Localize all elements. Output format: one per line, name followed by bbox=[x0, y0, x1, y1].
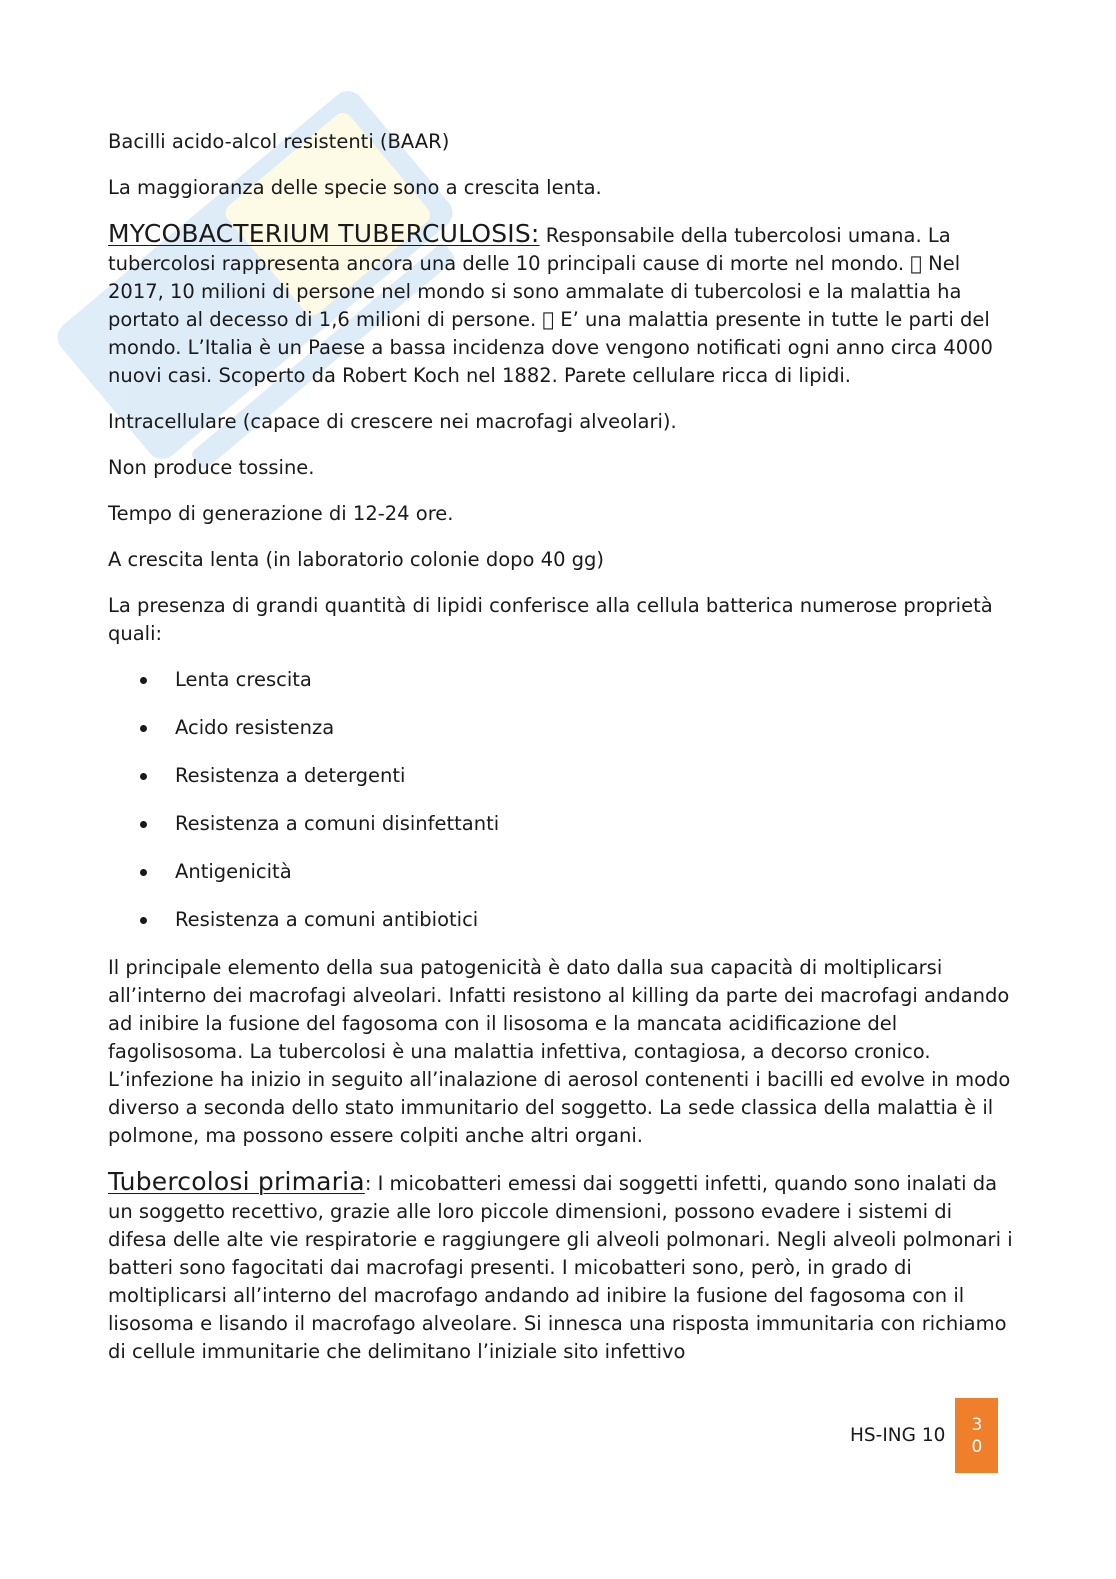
list-item: Resistenza a detergenti bbox=[108, 762, 1013, 792]
paragraph-slow-growth: La maggioranza delle specie sono a crescita lenta. bbox=[108, 176, 602, 199]
bullet-icon bbox=[140, 917, 147, 924]
properties-list bbox=[108, 666, 1013, 936]
section-heading-mycobacterium: MYCOBACTERIUM TUBERCULOSIS: bbox=[108, 219, 540, 248]
page-number-digit: 3 bbox=[971, 1414, 983, 1435]
list-item: Acido resistenza bbox=[108, 714, 1013, 744]
bullet-icon bbox=[140, 725, 147, 732]
document-body bbox=[108, 128, 1013, 1384]
paragraph-mycobacterium-body: Responsabile della tubercolosi umana. La tubercolosi rappresenta ancora una delle 10 principali cause di morte nel mondo. Nel 2017, 10 milioni di persone nel mondo si sono ammalate di tubercolosi e la malattia ha portato al decesso di 1,6 milioni di persone. E’ una malattia presente in tutte le parti del mondo. L’Italia è un Paese a bassa incidenza dove vengono notificati ogni anno circa 4000 nuovi casi. Scoperto da Robert Koch nel 1882. Parete cellulare ricca di lipidi. bbox=[108, 224, 1005, 387]
page-number-digit: 0 bbox=[971, 1436, 983, 1457]
paragraph-intracellular: Intracellulare (capace di crescere nei macrofagi alveolari). bbox=[108, 410, 677, 433]
paragraph-baar: Bacilli acido-alcol resistenti (BAAR) bbox=[108, 130, 450, 153]
bullet-icon bbox=[140, 773, 147, 780]
paragraph-generation-time: Tempo di generazione di 12-24 ore. bbox=[108, 502, 454, 525]
footer-label: HS-ING 10 bbox=[850, 1425, 946, 1446]
paragraph-no-toxins: Non produce tossine. bbox=[108, 456, 315, 479]
list-item: Lenta crescita bbox=[108, 666, 1013, 696]
paragraph-primary-tuberculosis-body: : I micobatteri emessi dai soggetti infetti, quando sono inalati da un soggetto recettivo, grazie alle loro piccole dimensioni, possono evadere i sistemi di difesa delle alte vie respiratorie e raggiungere gli alveoli polmonari. Negli alveoli polmonari i batteri sono fagocitati dai macrofagi presenti. I micobatteri sono, però, in grado di moltiplicarsi all’interno del macrofago andando ad inibire la fusione del fagosoma con il lisosoma e lisando il macrofago alveolare. Si innesca una risposta immunitaria con richiamo di cellule immunitarie che delimitano l’iniziale sito infettivo bbox=[108, 1172, 1013, 1363]
paragraph-lipid-properties: La presenza di grandi quantità di lipidi conferisce alla cellula batterica numerose proprietà quali: bbox=[108, 594, 993, 645]
bullet-icon bbox=[140, 869, 147, 876]
paragraph-mycobacterium bbox=[108, 220, 1013, 390]
list-item: Resistenza a comuni disinfettanti bbox=[108, 810, 1013, 840]
list-item: Antigenicità bbox=[108, 858, 1013, 888]
paragraph-pathogenicity: Il principale elemento della sua patogenicità è dato dalla sua capacità di moltiplicarsi all’interno dei macrofagi alveolari. Infatti resistono al killing da parte dei macrofagi andando ad inibire la fusione del fagosoma con il lisosoma e la mancata acidificazione del fagolisosoma. La tubercolosi è una malattia infettiva, contagiosa, a decorso cronico. L’infezione ha inizio in seguito all’inalazione di aerosol contenenti i bacilli ed evolve in modo diverso a seconda dello stato immunitario del soggetto. La sede classica della malattia è il polmone, ma possono essere colpiti anche altri organi. bbox=[108, 956, 1011, 1147]
paragraph-culture-growth: A crescita lenta (in laboratorio colonie dopo 40 gg) bbox=[108, 548, 605, 571]
bullet-icon bbox=[140, 821, 147, 828]
paragraph-primary-tuberculosis bbox=[108, 1168, 1013, 1366]
page-number-badge bbox=[955, 1398, 998, 1473]
list-item: Resistenza a comuni antibiotici bbox=[108, 906, 1013, 936]
page-footer bbox=[850, 1398, 998, 1473]
section-heading-primary-tuberculosis: Tubercolosi primaria bbox=[108, 1167, 365, 1196]
bullet-icon bbox=[140, 677, 147, 684]
